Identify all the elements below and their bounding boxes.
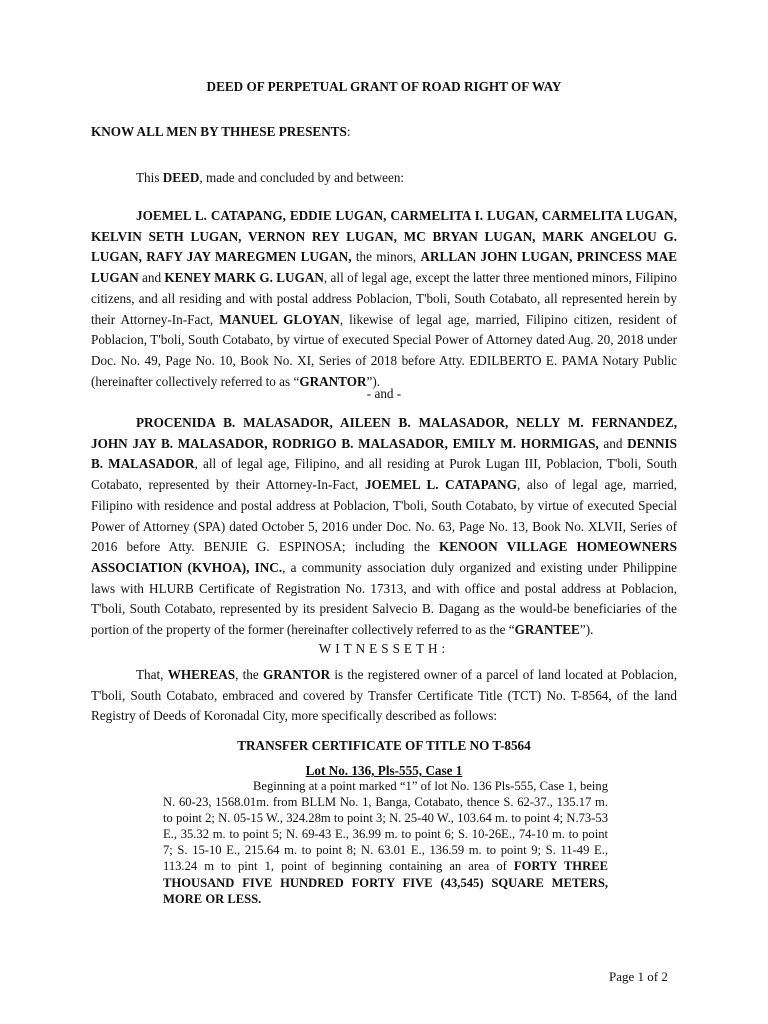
intro-post: , made and concluded by and between:: [199, 170, 405, 185]
know-all-men-line: [91, 123, 351, 141]
grantee-body: , all of legal age, Filipino, and all residing at Purok Lugan III, Poblacion, T'boli, South Cotabato, represented by their Attorney-In-Fact,: [91, 456, 677, 493]
description-body: Beginning at a point marked “1” of lot No. 136 Pls-555, Case 1, being N. 60-23, 1568.01m. from BLLM No. 1, Banga, Cotabato, thence S. 62-37., 135.17 m. to point 2; N. 05-15 W., 324.28m to point 3; N. 25-40 W., 103.64 m. to point 4; N.73-53 E., 35.32 m. to point 5; N. 69-43 E., 36.99 m. to point 6; S. 10-26E., 74-10 m. to point 7; S. 15-10 E., 215.64 m. to point 8; N. 63.01 E., 136.59 m. to point 9; S. 11-49 E., 113.24 m to pint 1, point of beginning containing an area of: [163, 779, 608, 874]
grantee-attorney: JOEMEL L. CATAPANG: [364, 477, 517, 493]
grantor-body: , all of legal age, except the latter three mentioned minors, Filipino citizens, and all residing and with postal address Poblacion, T'boli, South Cotabato, all represented herein by their Attorney-In-Fact,: [91, 270, 678, 327]
grantor-end: ”).: [366, 373, 381, 389]
witnesseth-heading: WITNESSETH:: [318, 641, 450, 656]
grantor-names: JOEMEL L. CATAPANG, EDDIE LUGAN, CARMELITA I. LUGAN, CARMELITA LUGAN, KELVIN SETH LUGAN, VERNON REY LUGAN, MC BRYAN LUGAN, MARK ANGELOU G. LUGAN, RAFY JAY MAREGMEN LUGAN,: [91, 208, 677, 265]
lot-heading: Lot No. 136, Pls-555, Case 1: [305, 763, 463, 778]
area-statement: FORTY THREE THOUSAND FIVE HUNDRED FORTY FIVE (43,545) SQUARE METERS, MORE OR LESS.: [163, 859, 608, 906]
whereas-paragraph: [91, 665, 677, 727]
grantor-attorney: MANUEL GLOYAN: [219, 311, 340, 327]
grantee-paragraph: [91, 413, 677, 641]
technical-description: [163, 778, 608, 907]
grantor-label: GRANTOR: [299, 373, 367, 389]
grantee-body-2: , also of legal age, married, Filipino with residence and postal address at Poblacion, T'boli, South Cotabato, by virtue of executed Special Power of Attorney (SPA) dated October 5, 2016 under Doc. No. 63, Page No. 13, Book No. XLVII, Series of 2016 before Atty. BENJIE G. ESPINOSA; including the: [91, 477, 677, 555]
whereas-pre: That,: [136, 667, 168, 682]
grantee-end: ”).: [579, 622, 594, 638]
keney-name: KENEY MARK G. LUGAN: [164, 270, 324, 286]
intro-deed: DEED: [162, 170, 200, 185]
whereas-the: , the: [235, 667, 263, 682]
tct-heading: TRANSFER CERTIFICATE OF TITLE NO T-8564: [237, 738, 531, 753]
and-text: and: [598, 435, 628, 451]
grantee-label: GRANTEE: [514, 622, 580, 638]
and-separator: - and -: [366, 386, 402, 401]
know-all-colon: :: [346, 124, 351, 139]
grantor-paragraph: [91, 206, 677, 392]
whereas-word: WHEREAS: [167, 667, 236, 682]
know-all-men-text: KNOW ALL MEN BY THHESE PRESENTS: [91, 124, 347, 139]
document-title: DEED OF PERPETUAL GRANT OF ROAD RIGHT OF WAY: [206, 79, 562, 94]
whereas-grantor: GRANTOR: [262, 667, 331, 682]
minor-names: ARLLAN JOHN LUGAN, PRINCESS MAE LUGAN: [91, 249, 677, 286]
intro-pre: This: [136, 170, 163, 185]
page-number: Page 1 of 2: [609, 969, 668, 984]
the-minors-text: the minors,: [351, 249, 421, 265]
and-text: and: [138, 270, 165, 286]
whereas-body: is the registered owner of a parcel of land located at Poblacion, T'boli, South Cotabato, embraced and covered by Transfer Certificate Title (TCT) No. T-8564, of the land Registry of Deeds of Koronadal City, more specifically described as follows:: [91, 667, 677, 724]
association-name: KENOON VILLAGE HOMEOWNERS ASSOCIATION (KVHOA), INC.: [91, 539, 677, 575]
grantee-names: PROCENIDA B. MALASADOR, AILEEN B. MALASADOR, NELLY M. FERNANDEZ, JOHN JAY B. MALASADOR, RODRIGO B. MALASADOR, EMILY M. HORMIGAS,: [91, 415, 677, 451]
dennis-name: DENNIS B. MALASADOR: [91, 435, 677, 472]
grantee-body-3: , a community association duly organized and existing under Philippine laws with HLURB Certificate of Registration No. 17313, and with office and postal address at Poblacion, T'boli, South Cotabato, represented by its president Salvecio B. Dagang as the would-be beneficiaries of the portion of the property of the former (hereinafter collectively referred to as the “: [91, 559, 677, 638]
grantor-body-2: , likewise of legal age, married, Filipino citizen, resident of Poblacion, T'boli, South Cotabato, by virtue of executed Special Power of Attorney dated Aug. 20, 2018 under Doc. No. 49, Page No. 10, Book No. XI, Series of 2018 before Atty. EDILBERTO E. PAMA Notary Public (hereinafter collectively referred to as “: [91, 311, 677, 389]
intro-line: [136, 169, 404, 187]
